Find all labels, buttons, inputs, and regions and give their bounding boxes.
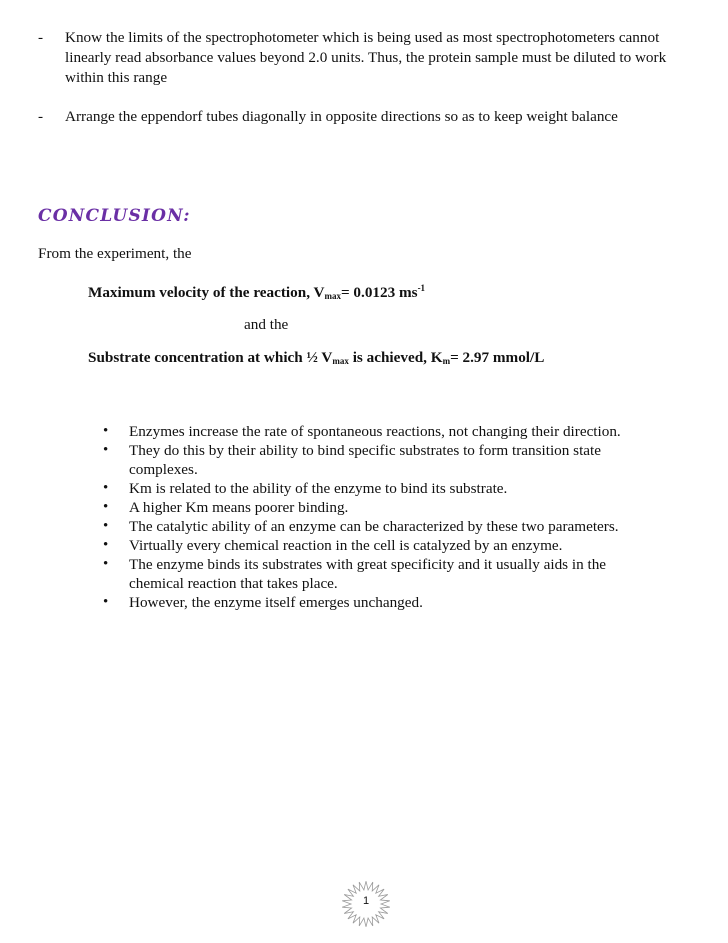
conclusion-bullet-list <box>100 422 640 612</box>
precaution-text: Arrange the eppendorf tubes diagonally in opposite directions so as to keep weight balance <box>65 108 618 125</box>
km-value: = 2.97 mmol/L <box>450 349 545 366</box>
precaution-item <box>38 28 688 88</box>
list-item: • Enzymes increase the rate of spontaneous reactions, not changing their direction. <box>100 422 640 441</box>
km-vmax-subscript: max <box>332 356 349 366</box>
km-mid-text: is achieved, K <box>348 349 443 366</box>
vmax-value: = 0.0123 ms <box>340 284 418 301</box>
vmax-unit-exponent: -1 <box>417 283 426 293</box>
page-number: 1 <box>362 895 370 907</box>
precaution-text: Know the limits of the spectrophotometer which is being used as most spectrophotometers cannot linearly read absorbance values beyond 2.0 units. Thus, the protein sample must be diluted to work within this range <box>65 29 667 86</box>
km-label: Substrate concentration at which ½ V <box>88 349 333 366</box>
conclusion-intro: From the experiment, the <box>38 245 192 262</box>
list-item: • The catalytic ability of an enzyme can be characterized by these two parameters. <box>100 517 640 536</box>
vmax-subscript: max <box>324 291 341 301</box>
list-item: • However, the enzyme itself emerges unchanged. <box>100 593 640 612</box>
list-item: • The enzyme binds its substrates with great specificity and it usually aids in the chemical reaction that takes place. <box>100 555 640 593</box>
vmax-label: Maximum velocity of the reaction, V <box>88 284 325 301</box>
page-number-badge <box>336 878 396 930</box>
list-item: • Km is related to the ability of the enzyme to bind its substrate. <box>100 479 640 498</box>
precaution-item <box>38 107 688 127</box>
dash-marker: - <box>38 29 44 46</box>
list-item: • Virtually every chemical reaction in the cell is catalyzed by an enzyme. <box>100 536 640 555</box>
vmax-result <box>88 283 425 302</box>
conclusion-heading: CONCLUSION: <box>38 206 191 226</box>
dash-marker: - <box>38 108 44 125</box>
list-item: • They do this by their ability to bind specific substrates to form transition state complexes. <box>100 441 640 479</box>
connector-text: and the <box>244 316 289 333</box>
km-subscript: m <box>442 356 451 366</box>
list-item: • A higher Km means poorer binding. <box>100 498 640 517</box>
km-result <box>88 349 544 367</box>
